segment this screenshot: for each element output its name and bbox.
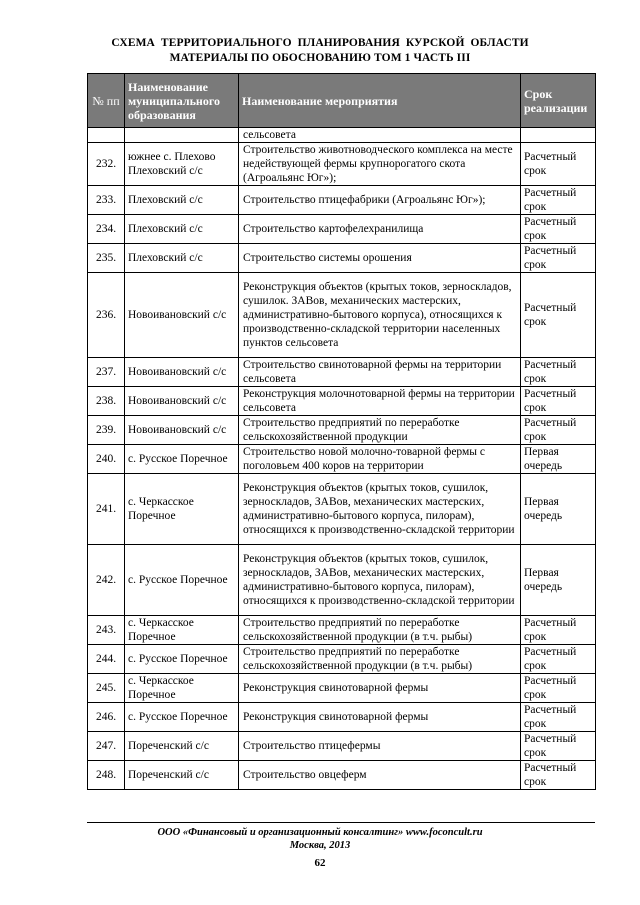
table-row <box>88 761 596 790</box>
cell-number: 232. <box>88 143 125 186</box>
cell-term: Первая очередь <box>521 545 596 616</box>
cell-municipality: с. Черкасское Поречное <box>125 674 239 703</box>
cell-number: 248. <box>88 761 125 790</box>
cell-municipality <box>125 128 239 143</box>
cell-term: Расчетный срок <box>521 387 596 416</box>
measures-table <box>87 73 596 790</box>
cell-number: 239. <box>88 416 125 445</box>
table-row <box>88 674 596 703</box>
cell-number: 242. <box>88 545 125 616</box>
table-row <box>88 358 596 387</box>
cell-number: 245. <box>88 674 125 703</box>
cell-number: 246. <box>88 703 125 732</box>
table-row <box>88 545 596 616</box>
cell-term: Расчетный срок <box>521 143 596 186</box>
cell-term: Расчетный срок <box>521 244 596 273</box>
cell-action: Реконструкция объектов (крытых токов, сушилок, зерноскладов, ЗАВов, механических мастерских, административно-бытового корпуса, пилорам), относящихся к производственно-складской территории <box>239 474 521 545</box>
document-header-subtitle: МАТЕРИАЛЫ ПО ОБОСНОВАНИЮ ТОМ 1 ЧАСТЬ III <box>169 52 471 64</box>
table-row <box>88 616 596 645</box>
cell-action: Строительство новой молочно-товарной фермы с поголовьем 400 коров на территории <box>239 445 521 474</box>
table-row <box>88 143 596 186</box>
cell-action: Строительство птицефермы <box>239 732 521 761</box>
cell-municipality: с. Русское Поречное <box>125 445 239 474</box>
table-row <box>88 128 596 143</box>
cell-municipality: южнее с. Плехово Плеховский с/с <box>125 143 239 186</box>
cell-municipality: Плеховский с/с <box>125 215 239 244</box>
cell-number: 244. <box>88 645 125 674</box>
column-header-municipality: Наименование муниципального образования <box>125 74 239 128</box>
cell-term: Расчетный срок <box>521 273 596 358</box>
cell-municipality: Новоивановский с/с <box>125 358 239 387</box>
cell-term: Расчетный срок <box>521 186 596 215</box>
cell-action: Строительство системы орошения <box>239 244 521 273</box>
table-row <box>88 703 596 732</box>
cell-number: 247. <box>88 732 125 761</box>
cell-action: Реконструкция свинотоварной фермы <box>239 703 521 732</box>
cell-number: 238. <box>88 387 125 416</box>
page-number: 62 <box>314 857 326 869</box>
cell-municipality: с. Черкасское Поречное <box>125 474 239 545</box>
table-row <box>88 273 596 358</box>
cell-action: Реконструкция объектов (крытых токов, сушилок, зерноскладов, ЗАВов, механических мастерских, административно-бытового корпуса, пилорам), относящихся к производственно-складской территории <box>239 545 521 616</box>
cell-municipality: Новоивановский с/с <box>125 273 239 358</box>
cell-municipality: Пореченский с/с <box>125 732 239 761</box>
table-row <box>88 186 596 215</box>
cell-term: Расчетный срок <box>521 761 596 790</box>
cell-number <box>88 128 125 143</box>
table-body <box>88 128 596 790</box>
cell-action: Строительство овцеферм <box>239 761 521 790</box>
cell-action: Строительство картофелехранилища <box>239 215 521 244</box>
cell-number: 233. <box>88 186 125 215</box>
cell-action: Строительство животноводческого комплекса на месте недействующей фермы крупнорогатого скота (Агроальянс Юг»); <box>239 143 521 186</box>
document-header-title: СХЕМА ТЕРРИТОРИАЛЬНОГО ПЛАНИРОВАНИЯ КУРСКОЙ ОБЛАСТИ <box>111 37 529 49</box>
column-header-action: Наименование мероприятия <box>239 74 521 128</box>
cell-municipality: Плеховский с/с <box>125 244 239 273</box>
cell-action: Реконструкция свинотоварной фермы <box>239 674 521 703</box>
cell-municipality: Новоивановский с/с <box>125 387 239 416</box>
cell-term: Расчетный срок <box>521 215 596 244</box>
cell-municipality: Новоивановский с/с <box>125 416 239 445</box>
cell-term: Первая очередь <box>521 445 596 474</box>
table-row <box>88 416 596 445</box>
cell-municipality: с. Русское Поречное <box>125 545 239 616</box>
table-row <box>88 215 596 244</box>
cell-municipality: Плеховский с/с <box>125 186 239 215</box>
table-row <box>88 387 596 416</box>
cell-number: 241. <box>88 474 125 545</box>
table-row <box>88 244 596 273</box>
cell-term: Расчетный срок <box>521 703 596 732</box>
footer-company: ООО «Финансовый и организационный консалтинг» www.foconcult.ru <box>157 827 483 838</box>
cell-term: Первая очередь <box>521 474 596 545</box>
cell-action: Строительство птицефабрики (Агроальянс Юг»); <box>239 186 521 215</box>
cell-term: Расчетный срок <box>521 416 596 445</box>
cell-term: Расчетный срок <box>521 645 596 674</box>
table-row <box>88 645 596 674</box>
cell-action: Строительство предприятий по переработке сельскохозяйственной продукции <box>239 416 521 445</box>
cell-municipality: с. Черкасское Поречное <box>125 616 239 645</box>
footer-city-year: Москва, 2013 <box>289 840 351 851</box>
cell-number: 236. <box>88 273 125 358</box>
cell-action: Строительство предприятий по переработке сельскохозяйственной продукции (в т.ч. рыбы) <box>239 645 521 674</box>
cell-action: Строительство предприятий по переработке сельскохозяйственной продукции (в т.ч. рыбы) <box>239 616 521 645</box>
cell-municipality: Пореченский с/с <box>125 761 239 790</box>
cell-number: 235. <box>88 244 125 273</box>
table-row <box>88 445 596 474</box>
footer-divider <box>87 822 595 823</box>
cell-number: 243. <box>88 616 125 645</box>
cell-action: Строительство свинотоварной фермы на территории сельсовета <box>239 358 521 387</box>
column-header-term: Срок реализации <box>521 74 596 128</box>
cell-municipality: с. Русское Поречное <box>125 703 239 732</box>
cell-action: Реконструкция молочнотоварной фермы на территории сельсовета <box>239 387 521 416</box>
cell-term: Расчетный срок <box>521 616 596 645</box>
cell-term <box>521 128 596 143</box>
cell-term: Расчетный срок <box>521 358 596 387</box>
cell-action: сельсовета <box>239 128 521 143</box>
cell-term: Расчетный срок <box>521 674 596 703</box>
cell-number: 237. <box>88 358 125 387</box>
column-header-number: № пп <box>88 74 125 128</box>
cell-number: 240. <box>88 445 125 474</box>
cell-action: Реконструкция объектов (крытых токов, зерноскладов, сушилок. ЗАВов, механических мастерских, административно-бытового корпуса), относящихся к производственно-складской территории населенных пунктов сельсовета <box>239 273 521 358</box>
cell-municipality: с. Русское Поречное <box>125 645 239 674</box>
table-row <box>88 474 596 545</box>
cell-term: Расчетный срок <box>521 732 596 761</box>
table-row <box>88 732 596 761</box>
cell-number: 234. <box>88 215 125 244</box>
table-header-row <box>88 74 596 128</box>
